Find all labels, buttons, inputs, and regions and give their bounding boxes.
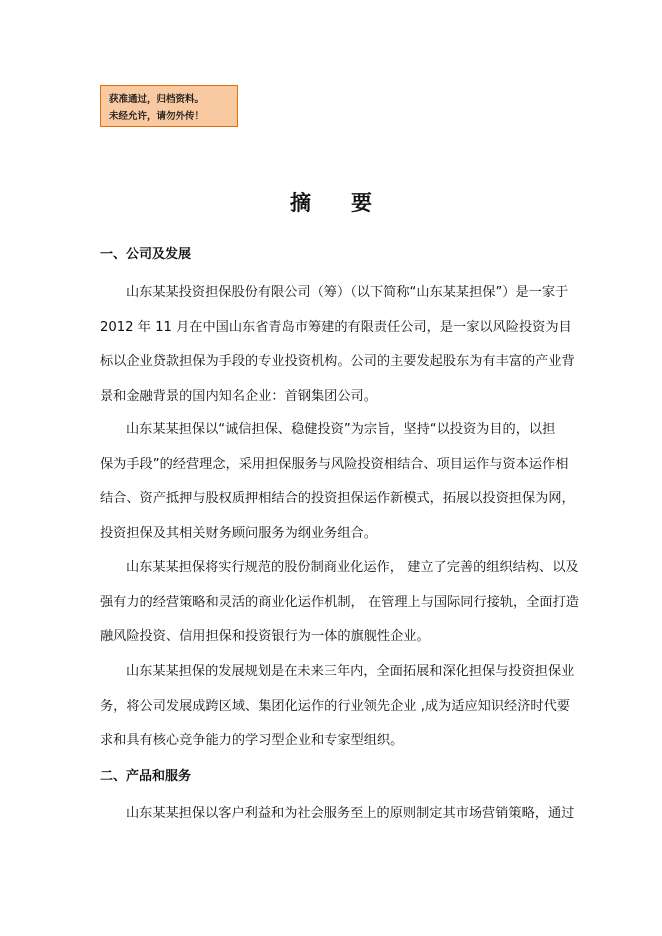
paragraph-line: 山东某某投资担保股份有限公司（筹）（以下简称“山东某某担保”）是一家于 bbox=[126, 285, 569, 300]
paragraph-line: 景和金融背景的国内知名企业：首钢集团公司。 bbox=[100, 388, 377, 404]
paragraph bbox=[100, 551, 580, 655]
paragraph-line: 求和具有核心竞争能力的学习型企业和专家型组织。 bbox=[100, 733, 404, 748]
internal-notice-box bbox=[100, 85, 238, 127]
paragraph bbox=[100, 797, 580, 832]
paragraph-line: 保为手段”的经营理念，采用担保服务与风险投资相结合、项目运作与资本运作相 bbox=[100, 456, 569, 472]
paragraph-line: 融风险投资、信用担保和投资银行为一体的旗舰性企业。 bbox=[100, 629, 430, 644]
paragraph-line: 山东某某担保以“诚信担保、稳健投资”为宗旨，坚持“以投资为目的，以担 bbox=[126, 422, 556, 437]
paragraph-line: 山东某某担保以客户利益和为社会服务至上的原则制定其市场营销策略，通过 bbox=[126, 806, 575, 821]
paragraph-line: 山东某某担保的发展规划是在未来三年内，全面拓展和深化担保与投资担保业 bbox=[126, 664, 575, 679]
page-title: 摘要 bbox=[290, 191, 412, 215]
section-heading-products: 二、产品和服务 bbox=[100, 769, 192, 784]
paragraph-line: 标以企业贷款担保为手段的专业投资机构。公司的主要发起股东为有丰富的产业背 bbox=[100, 354, 575, 369]
notice-line-1: 获准通过，归档资料。 bbox=[109, 94, 205, 105]
notice-line-2: 未经允许，请勿外传！ bbox=[109, 111, 205, 122]
paragraph-line: 投资担保及其相关财务顾问服务为纲业务组合。 bbox=[100, 525, 377, 541]
section-heading-company: 一、公司及发展 bbox=[100, 247, 192, 262]
paragraph-line: 强有力的经营策略和灵活的商业化运作机制， 在管理上与国际同行接轨，全面打造 bbox=[100, 594, 579, 610]
paragraph-line: 结合、资产抵押与股权质押相结合的投资担保运作新模式，拓展以投资担保为网， bbox=[100, 491, 575, 506]
paragraph bbox=[100, 655, 580, 759]
paragraph-line: 山东某某担保将实行规范的股份制商业化运作， 建立了完善的组织结构、以及 bbox=[126, 560, 579, 575]
paragraph-line: 2012 年 11 月在中国山东省青岛市筹建的有限责任公司，是一家以风险投资为目 bbox=[100, 319, 572, 335]
paragraph bbox=[100, 413, 580, 551]
paragraph-line: 务，将公司发展成跨区域、集团化运作的行业领先企业 ,成为适应知识经济时代要 bbox=[100, 698, 570, 714]
paragraph bbox=[100, 276, 580, 414]
